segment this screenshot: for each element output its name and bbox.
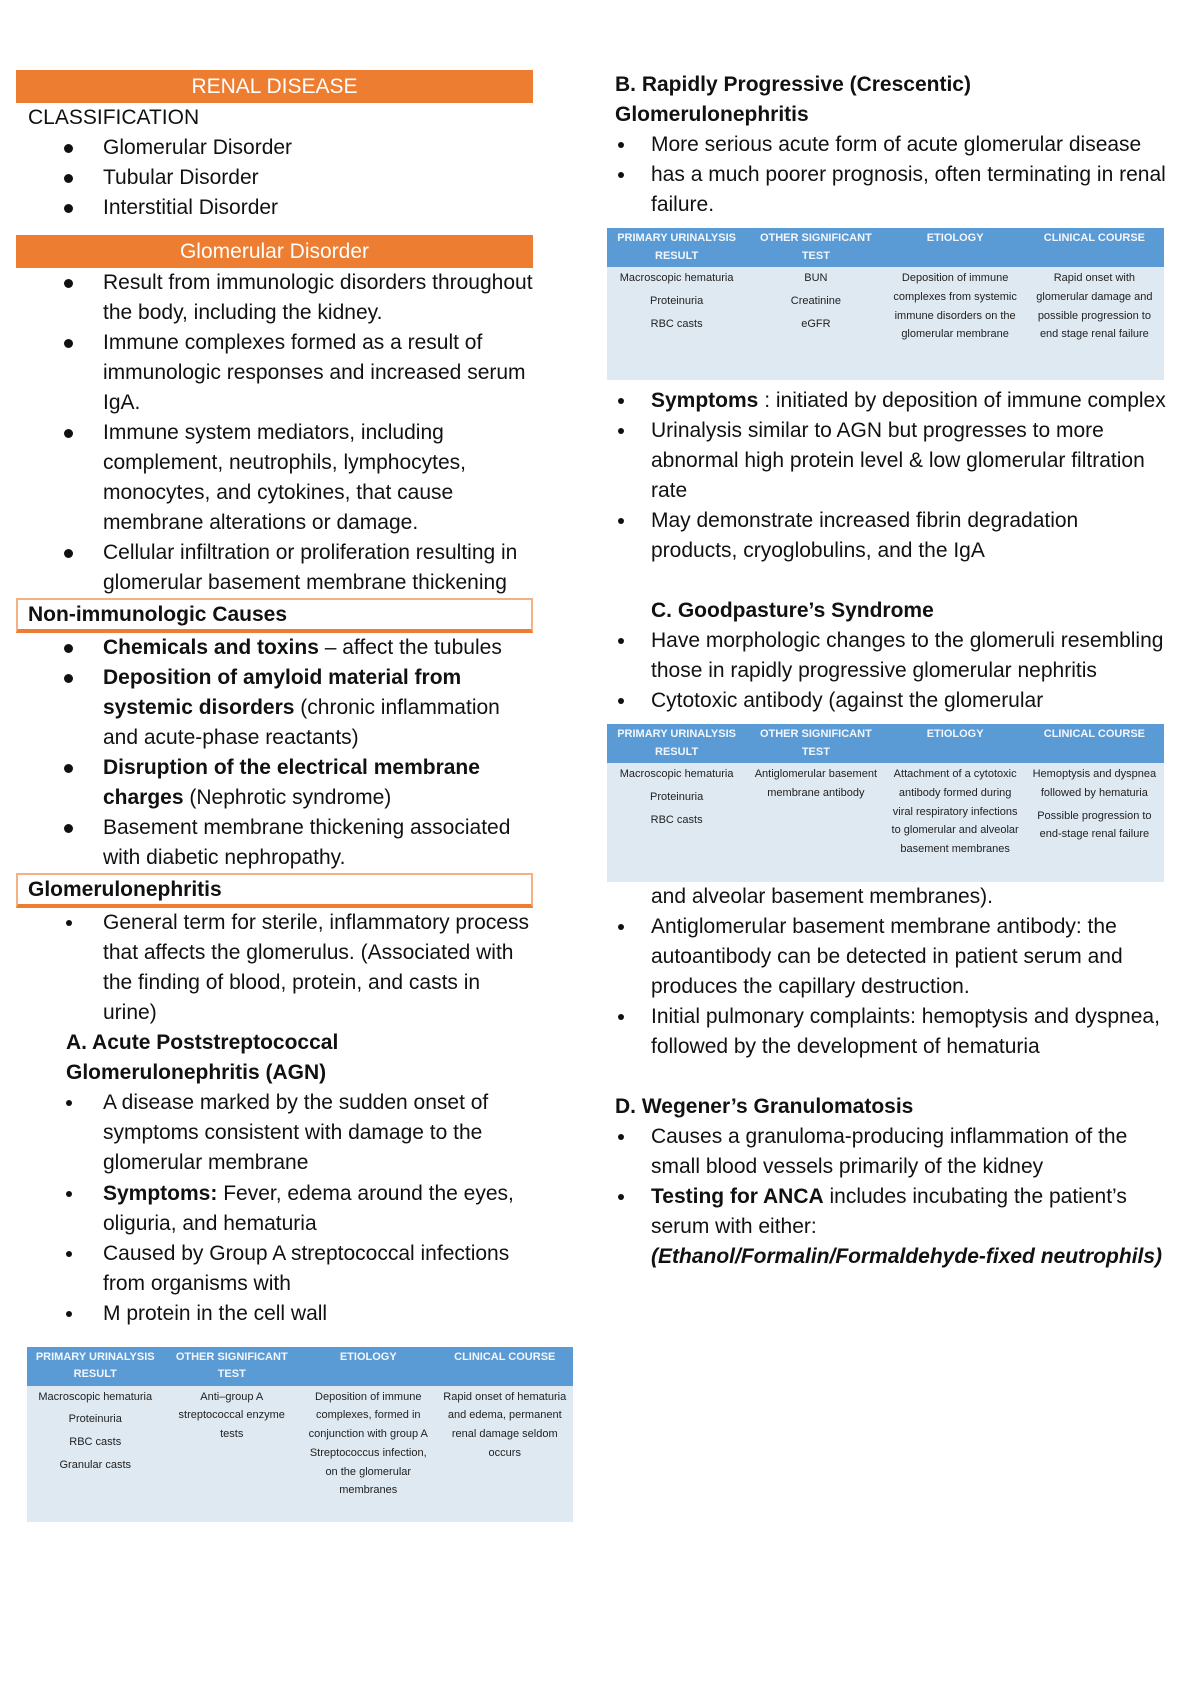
list-item: Tubular Disorder: [16, 163, 533, 193]
table-cell: Deposition of immune complexes from systemic immune disorders on the glomerular membrane: [893, 272, 1017, 341]
list-item: Have morphologic changes to the glomeruli resembling those in rapidly progressive glomerular nephritis: [615, 626, 1170, 686]
list-item: Immune system mediators, including complement, neutrophils, lymphocytes, monocytes, and cytokines, that cause membrane alterations or damage.: [16, 418, 533, 538]
table-row: [607, 267, 1164, 348]
glomerulonephritis-list: [16, 908, 533, 1028]
agn-summary-table: [27, 1347, 573, 1522]
table-header: OTHER SIGNIFICANT TEST: [746, 228, 885, 267]
table-header: PRIMARY URINALYSIS RESULT: [27, 1347, 164, 1386]
rpgn-list-2: [615, 386, 1170, 566]
wegener-list: [615, 1122, 1170, 1272]
list-item: Causes a granuloma-producing inflammation of the small blood vessels primarily of the kidney: [615, 1122, 1170, 1182]
table-header: CLINICAL COURSE: [1025, 228, 1164, 267]
rpgn-summary-table: [607, 228, 1164, 380]
list-item: A disease marked by the sudden onset of symptoms consistent with damage to the glomerular membrane: [16, 1088, 533, 1178]
list-item: Testing for ANCA includes incubating the patient’s serum with either: (Ethanol/Formalin/Formaldehyde-fixed neutrophils): [615, 1182, 1170, 1272]
table-row: [27, 1386, 573, 1504]
table-cell: Deposition of immune complexes, formed in conjunction with group A Streptococcus infection, on the glomerular membranes: [308, 1390, 428, 1497]
table-cell: Rapid onset with glomerular damage and possible progression to end stage renal failure: [1036, 272, 1153, 341]
list-item: Disruption of the electrical membrane charges (Nephrotic syndrome): [16, 753, 533, 813]
table-header: ETIOLOGY: [886, 228, 1025, 267]
table-cell: Macroscopic hematuria Proteinuria RBC casts Granular casts: [38, 1390, 153, 1471]
non-immunologic-header: Non-immunologic Causes: [16, 598, 533, 633]
list-item: Cellular infiltration or proliferation resulting in glomerular basement membrane thickening: [16, 538, 533, 598]
list-item: Result from immunologic disorders throughout the body, including the kidney.: [16, 268, 533, 328]
table-cell: Antiglomerular basement membrane antibody: [754, 768, 878, 800]
table-row: [607, 763, 1164, 862]
list-item: Urinalysis similar to AGN but progresses to more abnormal high protein level & low glomerular filtration rate: [615, 416, 1170, 506]
goodpasture-summary-table: [607, 724, 1164, 882]
rpgn-list: [615, 130, 1170, 220]
glomerulonephritis-header: Glomerulonephritis: [16, 873, 533, 908]
list-item: Basement membrane thickening associated with diabetic nephropathy.: [16, 813, 533, 873]
list-item: Chemicals and toxins – affect the tubules: [16, 633, 533, 663]
table-cell: Anti–group A streptococcal enzyme tests: [178, 1390, 285, 1441]
table-header: PRIMARY URINALYSIS RESULT: [607, 724, 746, 763]
list-item: Deposition of amyloid material from systemic disorders (chronic inflammation and acute-phase reactants): [16, 663, 533, 753]
list-item: has a much poorer prognosis, often terminating in renal failure.: [615, 160, 1170, 220]
table-header: CLINICAL COURSE: [437, 1347, 574, 1386]
list-item: Immune complexes formed as a result of immunologic responses and increased serum IgA.: [16, 328, 533, 418]
fixed-neutrophils-note: (Ethanol/Formalin/Formaldehyde-fixed neutrophils): [651, 1245, 1163, 1269]
wegener-title: D. Wegener’s Granulomatosis: [615, 1095, 914, 1119]
glomerular-list: [16, 268, 533, 598]
list-item: More serious acute form of acute glomerular disease: [615, 130, 1170, 160]
table-header: OTHER SIGNIFICANT TEST: [164, 1347, 301, 1386]
list-item: May demonstrate increased fibrin degradation products, cryoglobulins, and the IgA: [615, 506, 1170, 566]
list-item: Glomerular Disorder: [16, 133, 533, 163]
list-item: Symptoms : initiated by deposition of immune complex: [615, 386, 1170, 416]
goodpasture-title: C. Goodpasture’s Syndrome: [651, 599, 934, 623]
table-header: ETIOLOGY: [300, 1347, 437, 1386]
goodpasture-list: [615, 626, 1170, 716]
goodpasture-list-2: [615, 912, 1170, 1062]
left-column: [16, 70, 567, 1522]
goodpasture-continued: and alveolar basement membranes).: [651, 885, 994, 909]
list-item: Initial pulmonary complaints: hemoptysis and dyspnea, followed by the development of hematuria: [615, 1002, 1170, 1062]
list-item: M protein in the cell wall: [16, 1299, 533, 1329]
rpgn-title: B. Rapidly Progressive (Crescentic) Glomerulonephritis: [615, 73, 971, 127]
glomerular-disorder-header: Glomerular Disorder: [16, 235, 533, 268]
table-cell: Hemoptysis and dyspnea followed by hematuria Possible progression to end-stage renal failure: [1032, 768, 1157, 841]
table-cell: Macroscopic hematuria Proteinuria RBC casts: [619, 768, 734, 826]
classification-list: [16, 133, 533, 223]
list-item: General term for sterile, inflammatory process that affects the glomerulus. (Associated with the finding of blood, protein, and casts in urine): [16, 908, 533, 1028]
list-item: Antiglomerular basement membrane antibody: the autoantibody can be detected in patient serum and produces the capillary destruction.: [615, 912, 1170, 1002]
table-header: ETIOLOGY: [886, 724, 1025, 763]
list-item: Symptoms: Fever, edema around the eyes, oliguria, and hematuria: [16, 1179, 533, 1239]
table-header: PRIMARY URINALYSIS RESULT: [607, 228, 746, 267]
table-cell: Rapid onset of hematuria and edema, permanent renal damage seldom occurs: [443, 1390, 567, 1459]
table-cell: Macroscopic hematuria Proteinuria RBC casts: [619, 272, 734, 330]
list-item: Cytotoxic antibody (against the glomerular: [615, 686, 1170, 716]
list-item: Interstitial Disorder: [16, 193, 533, 223]
table-header: OTHER SIGNIFICANT TEST: [746, 724, 885, 763]
classification-label: CLASSIFICATION: [28, 106, 200, 129]
agn-list: [16, 1088, 533, 1328]
non-immunologic-list: [16, 633, 533, 873]
list-item: Caused by Group A streptococcal infections from organisms with: [16, 1239, 533, 1299]
table-cell: BUN Creatinine eGFR: [790, 272, 841, 330]
table-header: CLINICAL COURSE: [1025, 724, 1164, 763]
renal-disease-header: RENAL DISEASE: [16, 70, 533, 103]
right-column: [615, 70, 1170, 1272]
table-cell: Attachment of a cytotoxic antibody formed during viral respiratory infections to glomerular and alveolar basement membranes: [891, 768, 1019, 856]
agn-title: A. Acute Poststreptococcal Glomerulonephritis (AGN): [66, 1031, 339, 1085]
